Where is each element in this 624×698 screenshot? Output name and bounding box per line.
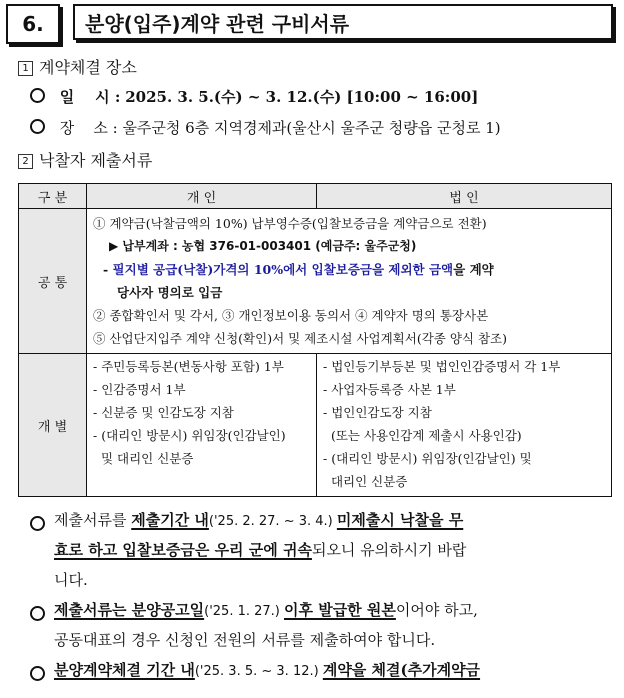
corporate-cell (317, 354, 612, 497)
date-row (30, 86, 478, 107)
list-item: - (대리인 방문시) 위임장(인감날인) (93, 428, 286, 443)
bullet-circle-icon (30, 666, 45, 681)
list-item: 대리인 신분증 (323, 474, 408, 489)
section-title: 분양(입주)계약 관련 구비서류 (73, 4, 613, 40)
individual-label: 개 별 (19, 354, 87, 497)
bullet-circle-icon (30, 88, 45, 103)
list-item: - (대리인 방문시) 위임장(인감날인) 및 (323, 451, 532, 466)
item-title: 계약체결 장소 (39, 58, 137, 77)
bullet-circle-icon (30, 516, 45, 531)
item-bidder-docs (18, 148, 152, 171)
bullet-circle-icon (30, 606, 45, 621)
date-label: 일 시 : (59, 88, 121, 106)
common-line: - 필지별 공급(낙찰)가격의 10%에서 입찰보증금을 제외한 금액을 계약 (103, 262, 494, 277)
note1-line1: 제출서류를 제출기간 내('25. 2. 27. ~ 3. 4.) 미제출시 낙찰을 무 (54, 511, 464, 529)
list-item: - 인감증명서 1부 (93, 382, 186, 397)
date-value: 2025. 3. 5.(수) ~ 3. 12.(수) [10:00 ~ 16:00] (125, 88, 479, 106)
header-individual: 개 인 (87, 184, 317, 209)
place-row (30, 117, 501, 138)
note1-line2: 효로 하고 입찰보증금은 우리 군에 귀속되오니 유의하시기 바랍 (54, 541, 467, 559)
list-item: - 사업자등록증 사본 1부 (323, 382, 456, 397)
item-title: 낙찰자 제출서류 (39, 151, 153, 170)
account-line: ▶ 납부계좌 : 농협 376-01-003401 (예금주: 울주군청) (109, 239, 417, 253)
header-category: 구 분 (19, 184, 87, 209)
note2-line1: 제출서류는 분양공고일('25. 1. 27.) 이후 발급한 원본이어야 하고, (54, 601, 478, 619)
individual-cell (87, 354, 317, 497)
bullet-circle-icon (30, 119, 45, 134)
list-item: - 법인인감도장 지참 (323, 405, 432, 420)
highlight-text: 필지별 공급(낙찰)가격의 10%에서 입찰보증금을 제외한 금액 (112, 262, 454, 277)
place-label: 장 소 : (59, 119, 118, 137)
list-item: - 신분증 및 인감도장 지참 (93, 405, 234, 420)
header-corporate: 법 인 (317, 184, 612, 209)
item-marker: 1 (18, 61, 33, 76)
list-item: - 법인등기부등본 및 법인인감증명서 각 1부 (323, 359, 561, 374)
item-marker: 2 (18, 154, 33, 169)
list-item: 및 대리인 신분증 (93, 451, 194, 466)
note3-line1: 분양계약체결 기간 내('25. 3. 5. ~ 3. 12.) 계약을 체결(추가계약금 (54, 661, 481, 679)
item-contract-place (18, 55, 137, 78)
list-item: (또는 사용인감계 제출시 사용인감) (323, 428, 522, 443)
common-line: ① 계약금(낙찰금액의 10%) 납부영수증(입찰보증금을 계약금으로 전환) (93, 216, 487, 231)
table-header-row (19, 184, 612, 209)
common-line: ② 종합확인서 및 각서, ③ 개인정보이용 동의서 ④ 계약자 명의 통장사본 (93, 308, 489, 323)
documents-table (18, 183, 612, 497)
note1-line3: 니다. (54, 571, 88, 589)
common-line: ⑤ 산업단지입주 계약 신청(확인)서 및 제조시설 사업계획서(각종 양식 참조) (93, 331, 507, 346)
common-label: 공 통 (19, 209, 87, 354)
common-cell (87, 209, 612, 354)
table-row-common (19, 209, 612, 354)
section-number: 6. (6, 4, 60, 44)
table-row-individual (19, 354, 612, 497)
note2-line2: 공동대표의 경우 신청인 전원의 서류를 제출하여야 합니다. (54, 631, 436, 649)
place-value: 울주군청 6층 지역경제과(울산시 울주군 청량읍 군청로 1) (122, 119, 501, 137)
list-item: - 주민등록등본(변동사항 포함) 1부 (93, 359, 284, 374)
common-line: 당사자 명의로 입금 (117, 285, 223, 300)
